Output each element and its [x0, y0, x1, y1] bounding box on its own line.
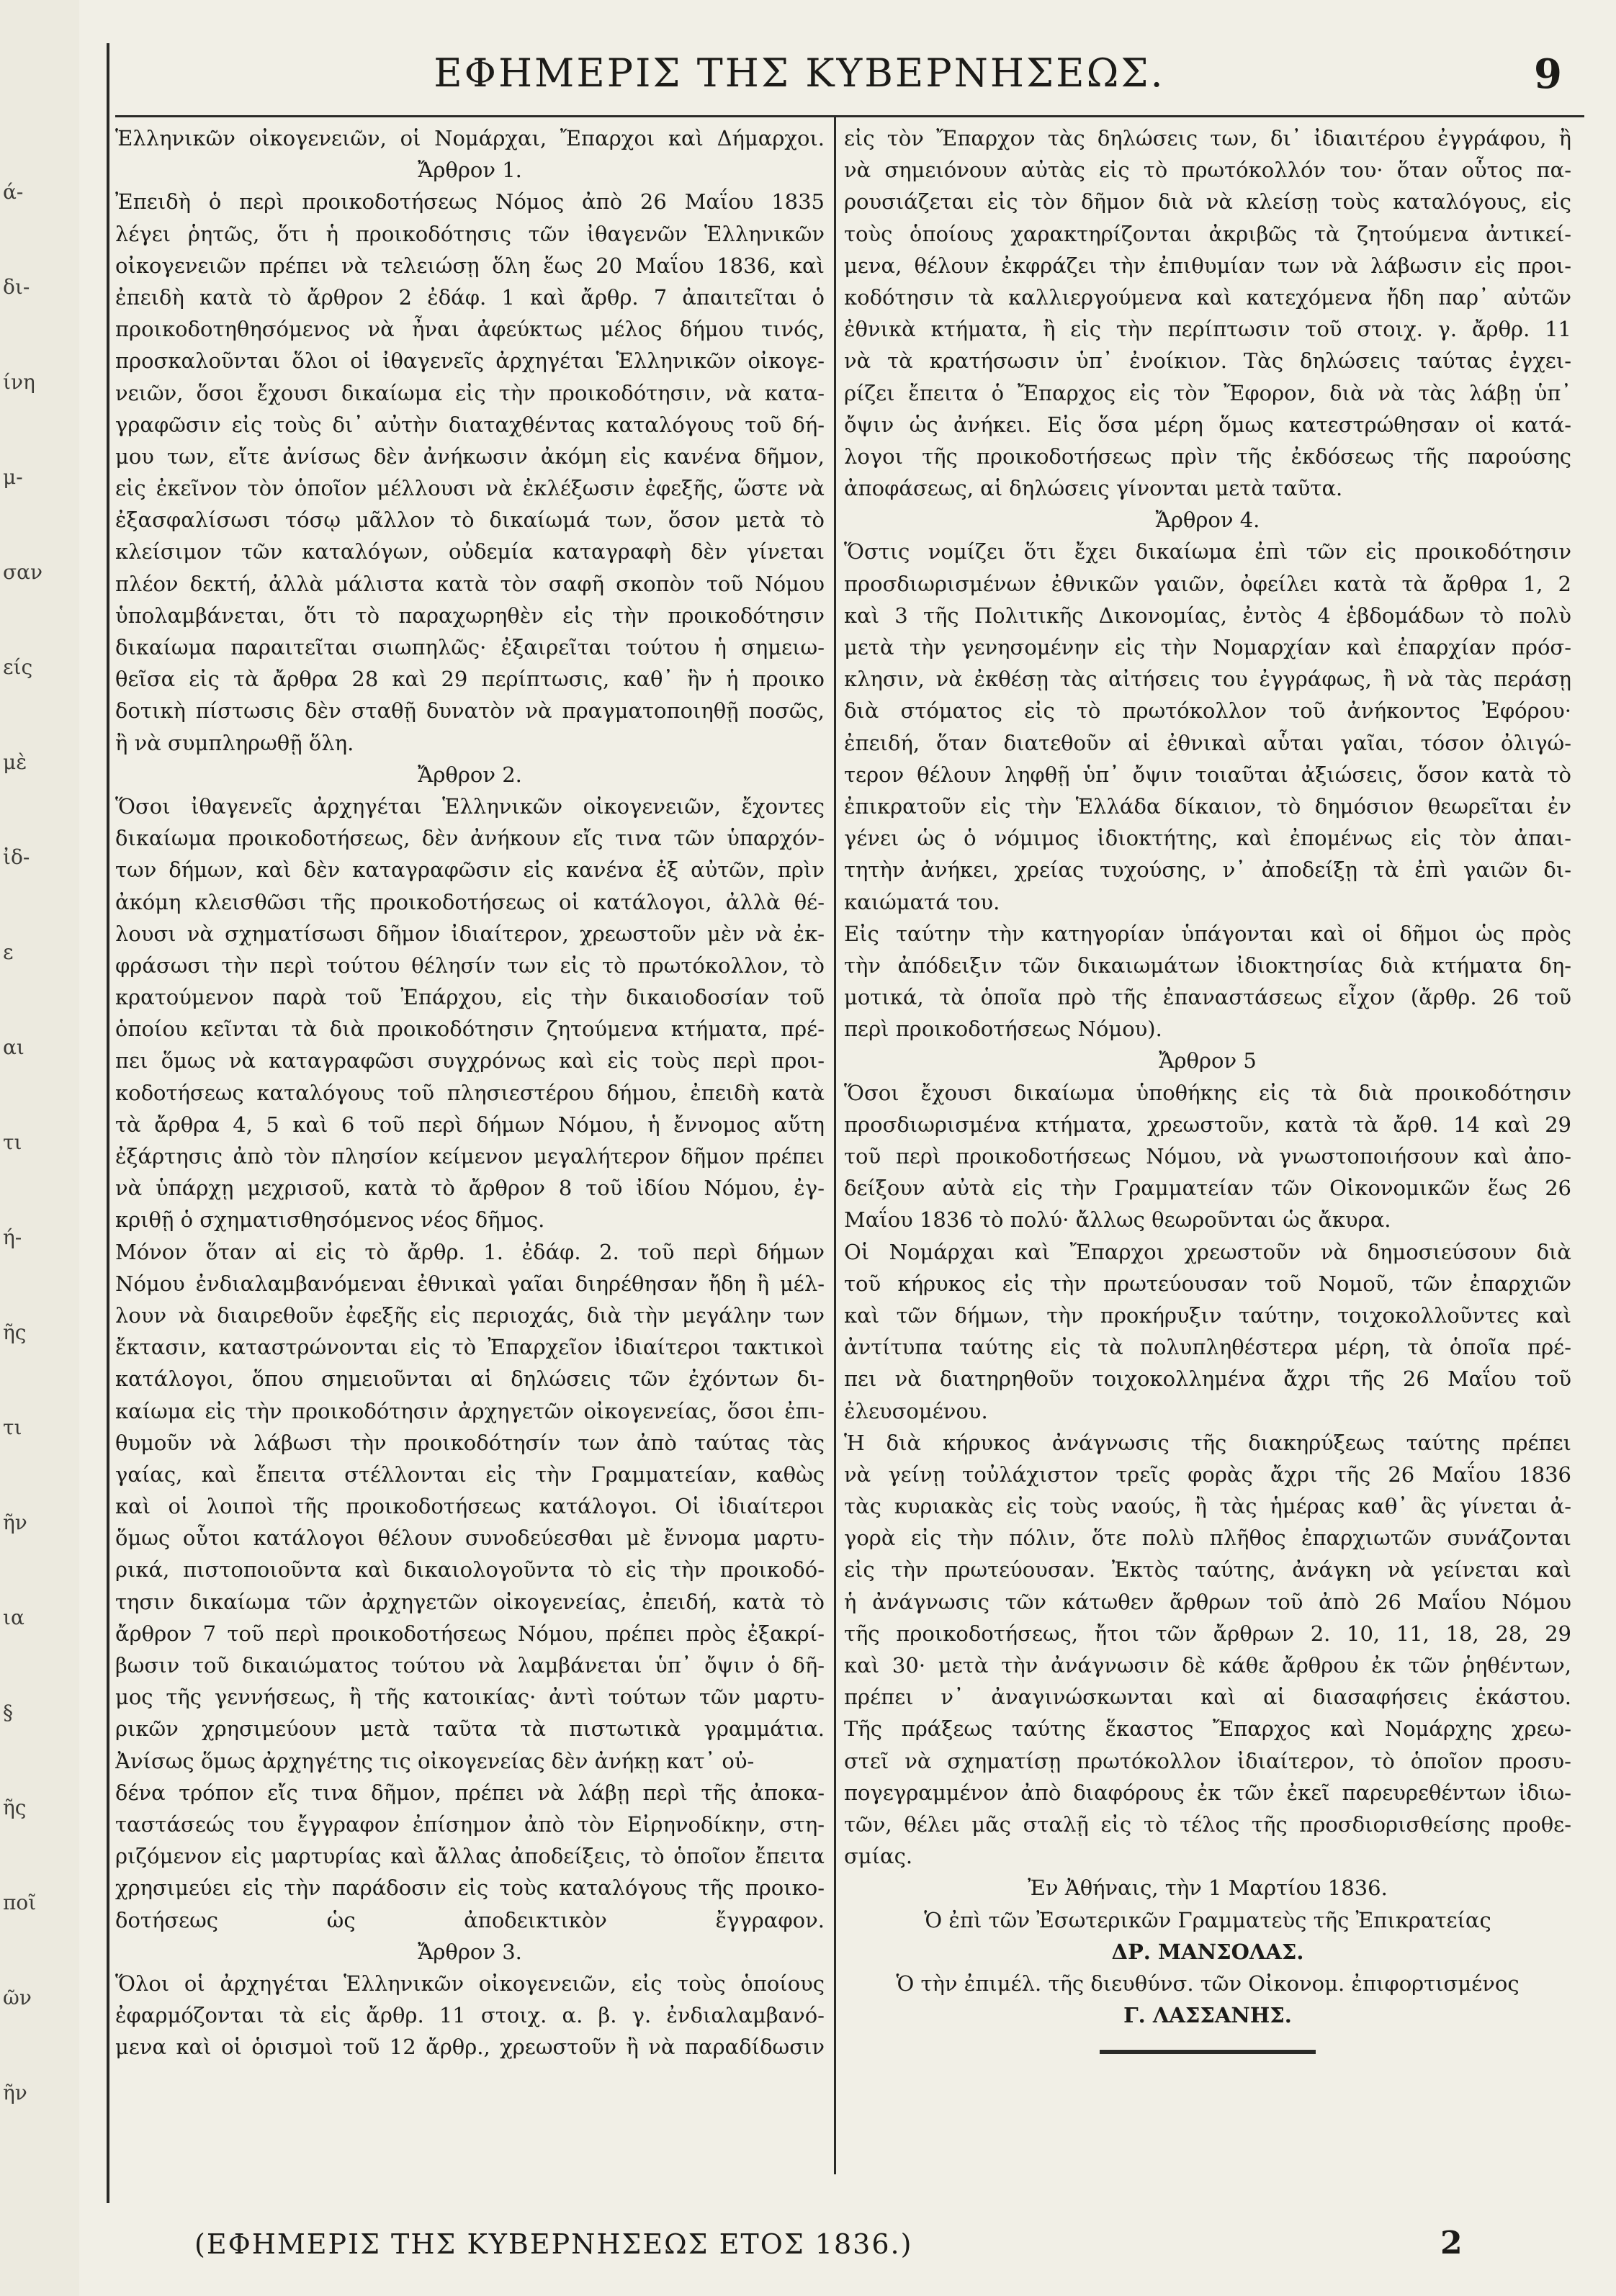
- end-rule: [1100, 2050, 1316, 2054]
- header-rule: [115, 115, 1584, 117]
- text-line: πει νὰ διατηρηθοῦν τοιχοκολλημένα ἄχρι τῆς 26 Μαΐου τοῦ: [844, 1367, 1571, 1392]
- text-line: τοὺς ὁποίους χαρακτηρίζονται ἀκριβῶς τὰ ζητούμενα ἀντικεί-: [844, 221, 1571, 246]
- text-line: τοῦ κήρυκος εἰς τὴν πρωτεύουσαν τοῦ Νομοῦ, τῶν ἐπαρχιῶν: [844, 1271, 1571, 1296]
- text-line: ὅμως οὗτοι κατάλογοι θέλουν συνοδεύεσθαι μὲ ἔννομα μαρτυ-: [115, 1526, 825, 1551]
- text-line: νὰ ὑπάρχῃ μεχρισοῦ, κατὰ τὸ ἄρθρον 8 τοῦ ἰδίου Νόμου, ἐγ-: [115, 1176, 825, 1201]
- text-line: προσδιωρισμένων ἐθνικῶν γαιῶν, ὀφείλει κατὰ τὰ ἄρθρα 1, 2: [844, 571, 1571, 596]
- margin-fragment: ή-: [3, 1225, 22, 1249]
- text-line: τοῦ περὶ προικοδοτήσεως Νόμου, νὰ γνωστοποιήσουν καὶ ἀπο-: [844, 1144, 1571, 1169]
- text-line: ὑπολαμβάνεται, ὅτι τὸ παραχωρηθὲν εἰς τὴν προικοδότησιν: [115, 603, 825, 628]
- binding-rule: [107, 43, 109, 2203]
- text-line: Τῆς πράξεως ταύτης ἕκαστος Ἔπαρχος καὶ Νομάρχης χρεω-: [844, 1716, 1571, 1742]
- text-line: ρικῶν χρησιμεύουν μετὰ ταῦτα τὰ πιστωτικὰ γραμμάτια.: [115, 1716, 825, 1742]
- text-line: διὰ στόματος εἰς τὸ πρωτόκολλον τοῦ ἀνήκοντος Ἐφόρου·: [844, 698, 1571, 724]
- text-line: Ἡ διὰ κήρυκος ἀνάγνωσις τῆς διακηρύξεως ταύτης πρέπει: [844, 1430, 1571, 1455]
- text-line: προικοδοτηθησόμενος νὰ ἦναι ἀφεύκτως μέλος δήμου τινός,: [115, 317, 825, 342]
- text-line: λογοι τῆς προικοδοτήσεως πρὶν τῆς ἐκδόσεως τῆς παρούσης: [844, 444, 1571, 469]
- text-line: καὶ τῶν δήμων, τὴν προκήρυξιν ταύτην, τοιχοκολλοῦντες καὶ: [844, 1302, 1571, 1328]
- text-line: μοτικά, τὰ ὁποῖα πρὸ τῆς ἐπαναστάσεως εἶχον (ἄρθρ. 26 τοῦ: [844, 985, 1571, 1010]
- text-line: περὶ προικοδοτήσεως Νόμου).: [844, 1017, 1162, 1042]
- text-line: ρίζει ἔπειτα ὁ Ἔπαρχος εἰς τὸν Ἔφορον, διὰ νὰ τὰς λάβῃ ὑπ᾽: [844, 380, 1571, 405]
- text-line: ἐξάρτησις ἀπὸ τὸν πλησίον κείμενον μεγαλήτερον δῆμον πρέπει: [115, 1144, 825, 1169]
- text-line: τησιν δικαίωμα τῶν ἀρχηγετῶν οἰκογενείας, ἐπειδή, κατὰ τὸ: [115, 1589, 825, 1614]
- margin-fragment: ίνη: [3, 370, 35, 394]
- text-line: τῆς προικοδοτήσεως, ἤτοι τῶν ἄρθρων 2. 10, 11, 18, 28, 29: [844, 1621, 1571, 1646]
- text-line: των δήμων, καὶ δὲν καταγραφῶσιν εἰς κανένα ἐξ αὐτῶν, πρὶν: [115, 857, 825, 883]
- margin-fragment: μὲ: [3, 750, 27, 774]
- text-line: δένα τρόπον εἴς τινα δῆμον, πρέπει νὰ λάβῃ περὶ τῆς ἀποκα-: [115, 1780, 825, 1805]
- text-line: δικαίωμα παραιτεῖται σιωπηλῶς· ἐξαιρεῖται τούτου ἡ σημειω-: [115, 635, 825, 659]
- text-line: χρησιμεύει εἰς τὴν παράδοσιν εἰς τοὺς καταλόγους τῆς προικο-: [115, 1876, 825, 1901]
- text-line: προσδιωρισμένα κτήματα, χρεωστοῦν, κατὰ τὰ ἄρθ. 14 καὶ 29: [844, 1112, 1571, 1137]
- signature-office-2: Ὁ τὴν ἐπιμέλ. τῆς διευθύνσ. τῶν Οἰκονομ. ἐπιφορτισμένος: [896, 1971, 1520, 1996]
- text-line: θυμοῦν νὰ λάβωσι τὴν προικοδότησίν των ἀπὸ ταύτας τὰς: [115, 1430, 825, 1455]
- text-line: εἰς ἐκεῖνον τὸν ὁποῖον μέλλουσι νὰ ἐκλέξωσιν ἐφεξῆς, ὥστε νὰ: [115, 476, 825, 501]
- text-line: ταστάσεώς του ἔγγραφον ἐπίσημον ἀπὸ τὸν Εἰρηνοδίκην, στη-: [115, 1811, 825, 1837]
- text-line: ρικά, πιστοποιοῦντα καὶ δικαιολογοῦντα τὸ εἰς τὴν προικοδό-: [115, 1557, 825, 1583]
- text-line: καὶ οἱ λοιποὶ τῆς προικοδοτήσεως κατάλογοι. Οἱ ἰδιαίτεροι: [115, 1494, 825, 1519]
- text-line: ἀποφάσεως, αἱ δηλώσεις γίνονται μετὰ ταῦτα.: [844, 476, 1343, 501]
- text-line: νειῶν, ὅσοι ἔχουσι δικαίωμα εἰς τὴν προικοδότησιν, νὰ κατα-: [115, 380, 825, 405]
- left-column: [115, 122, 825, 2063]
- text-line: γαίας, καὶ ἔπειτα στέλλονται εἰς τὴν Γραμματείαν, καθὼς: [115, 1462, 825, 1487]
- signature-office-1: Ὁ ἐπὶ τῶν Ἐσωτερικῶν Γραμματεὺς τῆς Ἐπικρατείας: [924, 1907, 1491, 1932]
- text-line: ἐπικρατοῦν εἰς τὴν Ἑλλάδα δίκαιον, τὸ δημόσιον θεωρεῖται ἐν: [844, 793, 1571, 819]
- text-line: ἄρθρον 7 τοῦ περὶ προικοδοτήσεως Νόμου, πρέπει πρὸς ἐξακρί-: [115, 1621, 825, 1646]
- text-line: καὶ 30· μετὰ τὴν ἀνάγνωσιν δὲ κάθε ἄρθρου ἐκ τῶν ῥηθέντων,: [844, 1653, 1571, 1678]
- text-line: μετὰ τὴν γενησομένην εἰς τὴν Νομαρχίαν καὶ ἐπαρχίαν πρόσ-: [844, 635, 1571, 659]
- text-line: Μαΐου 1836 τὸ πολύ· ἄλλως θεωροῦνται ὡς ἄκυρα.: [844, 1207, 1391, 1233]
- margin-fragment: ποῖ: [3, 1891, 37, 1914]
- signature-name-2: Γ. ΛΑΣΣΑΝΗΣ.: [1123, 2003, 1292, 2028]
- text-line: ἢ νὰ συμπληρωθῇ ὅλη.: [115, 730, 354, 755]
- text-line: κοδοτήσεως καταλόγους τοῦ πλησιεστέρου δήμου, ἐπειδὴ κατὰ: [115, 1080, 825, 1105]
- text-line: πρέπει ν᾽ ἀναγινώσκωνται καὶ αἱ διασαφήσεις ἑκάστου.: [844, 1685, 1571, 1710]
- margin-fragment: ια: [3, 1606, 24, 1629]
- footer-issue: (ΕΦΗΜΕΡΙΣ ΤΗΣ ΚΥΒΕΡΝΗΣΕΩΣ ΕΤΟΣ 1836.): [194, 2228, 913, 2260]
- text-line: προσκαλοῦνται ὅλοι οἱ ἰθαγενεῖς ἀρχηγέται Ἑλληνικῶν οἰκογε-: [115, 348, 825, 374]
- text-line: τερον θέλουν ληφθῇ ὑπ᾽ ὄψιν τοιαῦται ἀξιώσεις, ὅσον κατὰ τὸ: [844, 762, 1571, 787]
- text-line: ρουσιάζεται εἰς τὸν δῆμον διὰ νὰ κλείσῃ τοὺς καταλόγους, εἰς: [844, 189, 1571, 215]
- footer-sheet-number: 2: [1440, 2225, 1463, 2261]
- text-line: τῶν, θέλει μᾶς σταλῇ εἰς τὸ τέλος τῆς προσδιορισθείσης προθε-: [844, 1811, 1571, 1837]
- text-line: Ὅλοι οἱ ἀρχηγέται Ἑλληνικῶν οἰκογενειῶν, εἰς τοὺς ὁποίους: [115, 1971, 825, 1996]
- margin-fragment: ἰδ-: [3, 845, 30, 869]
- text-line: νὰ σημειόνουν αὐτὰς εἰς τὸ πρωτόκολλόν του· ὅταν οὗτος πα-: [844, 158, 1571, 183]
- margin-fragment: ῆν: [3, 1511, 27, 1534]
- text-line: δοτικὴ πίστωσις δὲν σταθῇ δυνατὸν νὰ πραγματοποιηθῇ ποσῶς,: [115, 698, 825, 724]
- text-line: κλησιν, νὰ ἐκθέσῃ τὰς αἰτήσεις του ἐγγράφως, ἢ νὰ τὰς περάσῃ: [844, 667, 1571, 692]
- text-line: πλέον δεκτή, ἀλλὰ μάλιστα κατὰ τὸν σαφῆ σκοπὸν τοῦ Νόμου: [115, 571, 825, 596]
- right-column: [844, 122, 1571, 2054]
- text-line: ἐπειδή, ὅταν διατεθοῦν αἱ ἐθνικαὶ αὗται γαῖαι, τόσον ὀλιγώ-: [844, 730, 1571, 755]
- text-line: Νόμου ἐνδιαλαμβανόμεναι ἐθνικαὶ γαῖαι διηρέθησαν ἤδη ἢ μέλ-: [115, 1271, 825, 1296]
- margin-fragment: αι: [3, 1035, 24, 1059]
- text-line: καίωμα εἰς τὴν προικοδότησιν ἀρχηγετῶν οἰκογενείας, ὅσοι ἐπι-: [115, 1398, 825, 1423]
- text-line: λουν νὰ διαιρεθοῦν ἐφεξῆς εἰς περιοχάς, διὰ τὴν μεγάλην των: [115, 1302, 825, 1328]
- text-line: κατάλογοι, ὅπου σημειοῦνται αἱ δηλώσεις τῶν ἐχόντων δι-: [115, 1367, 825, 1392]
- text-line: Ὅσοι ἔχουσι δικαίωμα ὑποθήκης εἰς τὰ διὰ προικοδότησιν: [844, 1080, 1571, 1105]
- article-heading: Ἄρθρον 4.: [1155, 508, 1260, 533]
- text-line: ἐλευσομένου.: [844, 1398, 988, 1423]
- text-line: καιώματά του.: [844, 889, 1000, 914]
- text-line: οἰκογενειῶν πρέπει νὰ τελειώσῃ ὅλη ἕως 20 Μαΐου 1836, καὶ: [115, 253, 825, 278]
- text-line: καὶ 3 τῆς Πολιτικῆς Δικονομίας, ἐντὸς 4 ἑβδομάδων τὸ πολὺ: [844, 603, 1571, 628]
- article-heading: Ἄρθρον 2.: [418, 762, 522, 787]
- text-line: φράσωσι τὴν περὶ τούτου θέλησίν των εἰς τὸ πρωτόκολλον, τὸ: [115, 953, 825, 978]
- margin-fragment: είς: [3, 655, 33, 679]
- text-line: Ὅστις νομίζει ὅτι ἔχει δικαίωμα ἐπὶ τῶν εἰς προικοδότησιν: [844, 539, 1571, 564]
- text-line: ριζόμενον εἰς μαρτυρίας καὶ ἄλλας ἀποδείξεις, τὸ ὁποῖον ἔπειτα: [115, 1844, 825, 1869]
- text-line: μος τῆς γεννήσεως, ἢ τῆς κατοικίας· ἀντὶ τούτων τῶν μαρτυ-: [115, 1685, 825, 1710]
- text-line: νὰ τὰ κρατήσωσιν ὑπ᾽ ἐνοίκιον. Τὰς δηλώσεις ταύτας ἐγχει-: [844, 348, 1571, 374]
- right-column-text: [844, 122, 1571, 1872]
- text-line: βωσιν τοῦ δικαιώματος τούτου νὰ λαμβάνεται ὑπ᾽ ὄψιν ὁ δῆ-: [115, 1653, 825, 1678]
- text-line: ἐθνικὰ κτήματα, ἢ εἰς τὴν περίπτωσιν τοῦ στοιχ. γ. ἄρθρ. 11: [844, 317, 1571, 342]
- binding-margin: [0, 0, 79, 2296]
- text-line: ἔκτασιν, καταστρώνονται εἰς τὸ Ἐπαρχεῖον ἰδιαίτεροι τακτικοὶ: [115, 1335, 825, 1360]
- page-title: ΕΦΗΜΕΡΙΣ ΤΗΣ ΚΥΒΕΡΝΗΣΕΩΣ.: [434, 50, 1165, 96]
- text-line: ἡ ἀνάγνωσις τῶν κάτωθεν ἄρθρων τοῦ ἀπὸ 26 Μαΐου Νόμου: [844, 1589, 1571, 1614]
- text-line: μενα καὶ οἱ ὁρισμοὶ τοῦ 12 ἄρθρ., χρεωστοῦν ἢ νὰ παραδίδωσιν: [115, 2035, 825, 2060]
- text-line: ἐπειδὴ κατὰ τὸ ἄρθρον 2 ἐδάφ. 1 καὶ ἄρθρ. 7 ἀπαιτεῖται ὁ: [115, 284, 825, 310]
- text-line: πει ὅμως νὰ καταγραφῶσι συγχρόνως καὶ εἰς τοὺς περὶ προι-: [115, 1048, 825, 1073]
- text-line: ἐφαρμόζονται τὰ εἰς ἄρθρ. 11 στοιχ. α. β. γ. ἐνδιαλαμβανό-: [115, 2003, 825, 2028]
- text-line: νὰ γείνῃ τοὐλάχιστον τρεῖς φορὰς ἄχρι τῆς 26 Μαΐου 1836: [844, 1462, 1571, 1487]
- text-line: κριθῇ ὁ σχηματισθησόμενος νέος δῆμος.: [115, 1207, 545, 1233]
- page-number: 9: [1534, 50, 1562, 98]
- text-line: εἰς τὸν Ἔπαρχον τὰς δηλώσεις των, δι᾽ ἰδιαιτέρου ἐγγράφου, ἢ: [844, 126, 1571, 150]
- text-line: Ὅσοι ἰθαγενεῖς ἀρχηγέται Ἑλληνικῶν οἰκογενειῶν, ἔχοντες: [115, 793, 825, 819]
- margin-fragment: ῆν: [3, 2081, 27, 2104]
- text-line: θεῖσα εἰς τὰ ἄρθρα 28 καὶ 29 περίπτωσις, καθ᾽ ἣν ἡ προικο: [115, 667, 825, 692]
- text-line: μενα, θέλουν ἐκφράζει τὴν ἐπιθυμίαν των νὰ λάβωσιν εἰς προι-: [844, 253, 1571, 278]
- margin-fragment: μ-: [3, 465, 23, 489]
- margin-fragment: ῶν: [3, 1986, 32, 2009]
- text-line: Οἱ Νομάρχαι καὶ Ἔπαρχοι χρεωστοῦν νὰ δημοσιεύσουν διὰ: [844, 1239, 1571, 1264]
- margin-fragment: τι: [3, 1130, 22, 1154]
- article-heading: Ἄρθρον 1.: [418, 158, 522, 183]
- text-line: ὄψιν ὡς ἀνήκει. Εἰς ὅσα μέρη ὅμως κατεστρώθησαν οἱ κατά-: [844, 412, 1571, 437]
- text-line: τητὴν ἀνήκει, χρείας τυχούσης, ν᾽ ἀποδείξῃ τὰ ἐπὶ γαιῶν δι-: [844, 857, 1571, 883]
- text-line: τὰς κυριακὰς εἰς τοὺς ναούς, ἢ τὰς ἡμέρας καθ᾽ ἃς γίνεται ἀ-: [844, 1494, 1571, 1519]
- text-line: λουσι νὰ σχηματίσωσι δῆμον ἰδιαίτερον, χρεωστοῦν μὲν νὰ ἐκ-: [115, 921, 825, 946]
- text-line: Ἑλληνικῶν οἰκογενειῶν, οἱ Νομάρχαι, Ἔπαρχοι καὶ Δήμαρχοι.: [115, 126, 825, 150]
- margin-fragment: δι-: [3, 275, 30, 299]
- margin-fragment: ε: [3, 940, 14, 964]
- signature-block: [844, 1872, 1571, 2054]
- margin-fragment: σαν: [3, 560, 43, 584]
- text-line: κρατούμενον παρὰ τοῦ Ἐπάρχου, εἰς τὴν δικαιοδοσίαν τοῦ: [115, 985, 825, 1010]
- margin-fragment: ῆς: [3, 1320, 27, 1344]
- text-line: γραφῶσιν εἰς τοὺς δι᾽ αὐτὴν διαταχθέντας καταλόγους τοῦ δή-: [115, 412, 825, 437]
- margin-fragment: ῆς: [3, 1796, 27, 1819]
- signature-name-1: ΔΡ. ΜΑΝΣΟΛΑΣ.: [1111, 1939, 1304, 1964]
- text-line: γορὰ εἰς τὴν πόλιν, ὅτε πολὺ πλῆθος ἐπαρχιωτῶν συνάζονται: [844, 1526, 1571, 1551]
- text-line: εἰς τὴν πρωτεύουσαν. Ἐκτὸς ταύτης, ἀνάγκη νὰ γείνεται καὶ: [844, 1557, 1571, 1583]
- text-line: ἐξασφαλίσωσι τόσῳ μᾶλλον τὸ δικαίωμά των, ὅσον μετὰ τὸ: [115, 508, 825, 533]
- text-line: δοτήσεως ὡς ἀποδεικτικὸν ἔγγραφον.: [115, 1907, 825, 1932]
- signature-place-date: Ἐν Ἀθήναις, τὴν 1 Μαρτίου 1836.: [1028, 1876, 1388, 1901]
- column-divider: [834, 115, 836, 2174]
- text-line: κοδότησιν τὰ καλλιεργούμενα καὶ κατεχόμενα ἤδη παρ᾽ αὐτῶν: [844, 284, 1571, 310]
- text-line: Ἐπειδὴ ὁ περὶ προικοδοτήσεως Νόμος ἀπὸ 26 Μαΐου 1835: [115, 189, 825, 215]
- text-line: πογεγραμμένον ἀπὸ διαφόρους ἐκ τῶν ἐκεῖ παρευρεθέντων ἰδιω-: [844, 1780, 1571, 1805]
- text-line: δείξουν αὐτὰ εἰς τὴν Γραμματείαν τῶν Οἰκονομικῶν ἕως 26: [844, 1176, 1571, 1201]
- article-heading: Ἄρθρον 5: [1159, 1048, 1257, 1073]
- text-line: Ἀνίσως ὅμως ἀρχηγέτης τις οἰκογενείας δὲν ἀνήκῃ κατ᾽ οὐ-: [115, 1748, 755, 1773]
- text-line: μου των, εἴτε ἀνίσως δὲν ἀνήκωσιν ἀκόμη εἰς κανένα δῆμον,: [115, 444, 825, 469]
- text-line: ὁποίου κεῖνται τὰ διὰ προικοδότησιν ζητούμενα κτήματα, πρέ-: [115, 1017, 825, 1042]
- text-line: λέγει ῥητῶς, ὅτι ἡ προικοδότησις τῶν ἰθαγενῶν Ἑλληνικῶν: [115, 221, 825, 246]
- text-line: Εἰς ταύτην τὴν κατηγορίαν ὑπάγονται καὶ οἱ δῆμοι ὡς πρὸς: [844, 921, 1571, 946]
- text-line: σμίας.: [844, 1844, 913, 1869]
- margin-fragment: τι: [3, 1415, 22, 1439]
- text-line: Μόνον ὅταν αἱ εἰς τὸ ἄρθρ. 1. ἐδάφ. 2. τοῦ περὶ δήμων: [115, 1239, 825, 1264]
- margin-fragment: ά-: [3, 180, 24, 204]
- text-line: στεῖ νὰ σχηματίσῃ πρωτόκολλον ἰδιαίτερον, τὸ ὁποῖον προσυ-: [844, 1748, 1571, 1773]
- text-line: τὰ ἄρθρα 4, 5 καὶ 6 τοῦ περὶ δήμων Νόμου, ἡ ἔννομος αὕτη: [115, 1112, 825, 1137]
- text-line: γένει ὡς ὁ νόμιμος ἰδιοκτήτης, καὶ ἐπομένως εἰς τὸν ἀπαι-: [844, 826, 1571, 851]
- text-line: κλείσιμον τῶν καταλόγων, οὐδεμία καταγραφὴ δὲν γίνεται: [115, 539, 825, 564]
- text-line: ἀκόμη κλεισθῶσι τῆς προικοδοτήσεως οἱ κατάλογοι, ἀλλὰ θέ-: [115, 889, 825, 914]
- article-heading: Ἄρθρον 3.: [418, 1939, 522, 1964]
- text-line: ἀντίτυπα ταύτης εἰς τὰ πολυπληθέστερα μέρη, τὰ ὁποῖα πρέ-: [844, 1335, 1571, 1360]
- margin-fragment: §: [3, 1701, 13, 1724]
- text-line: δικαίωμα προικοδοτήσεως, δὲν ἀνήκουν εἴς τινα τῶν ὑπαρχόν-: [115, 826, 825, 851]
- text-line: τὴν ἀπόδειξιν τῶν δικαιωμάτων ἰδιοκτησίας διὰ κτήματα δη-: [844, 953, 1571, 978]
